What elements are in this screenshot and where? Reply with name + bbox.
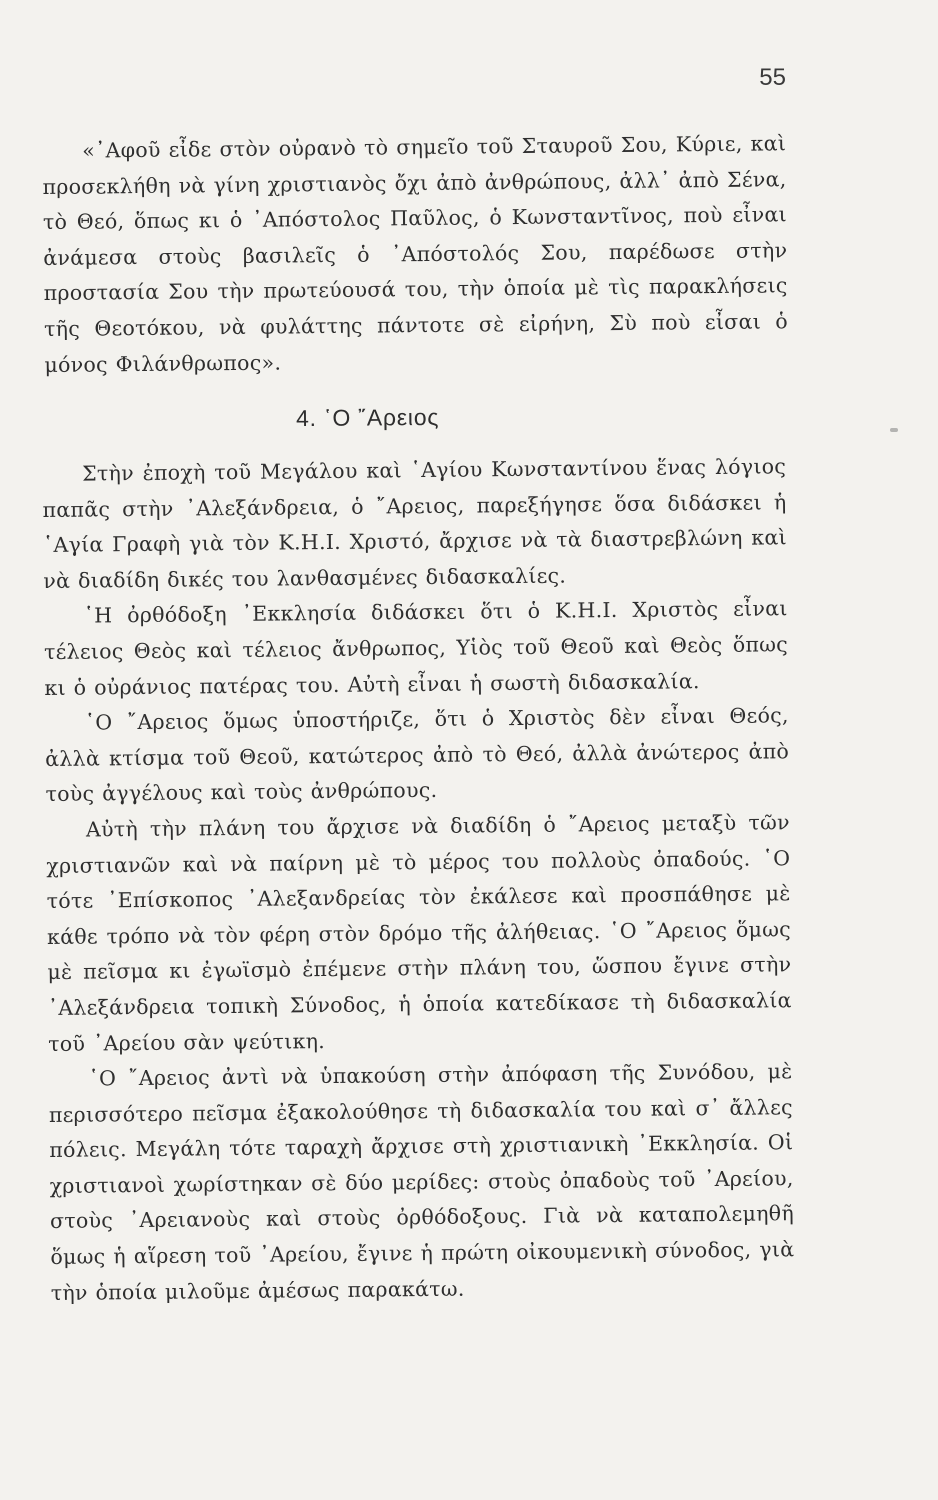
paragraph: Αὐτὴ τὴν πλάνη του ἄρχισε νὰ διαδίδη ὁ ῎Αρειος μεταξὺ τῶν χριστιανῶν καὶ νὰ παίρνη μὲ τὸ μέρος του πολλοὺς ὀπαδούς. ῾Ο τότε ᾽Επίσκοπος ᾽Αλεξανδρείας τὸν ἐκάλεσε καὶ προσπάθησε μὲ κάθε τρόπο νὰ τὸν φέρη στὸν δρόμο τῆς ἀλήθειας. ῾Ο ῎Αρειος ὅμως μὲ πεῖσμα κι ἐγωϊσμὸ ἐπέμενε στὴν πλάνη του, ὥσπου ἔγινε στὴν ᾽Αλεξάνδρεια τοπικὴ Σύνοδος, ἡ ὁποία κατεδίκασε τὴ διδασκαλία τοῦ ᾽Αρείου σὰν ψεύτικη. [46, 810, 792, 1056]
main-text-block [42, 449, 795, 1311]
paragraph: ῾Η ὀρθόδοξη ᾽Εκκλησία διδάσκει ὅτι ὁ Κ.Η.Ι. Χριστὸς εἶναι τέλειος Θεὸς καὶ τέλειος ἄνθρωπος, Υἱὸς τοῦ Θεοῦ καὶ Θεὸς ὅπως κι ὁ οὐράνιος πατέρας του. Αὐτὴ εἶναι ἡ σωστὴ διδασκαλία. [43, 596, 789, 700]
paragraph: ῾Ο ῎Αρειος ὅμως ὑποστήριζε, ὅτι ὁ Χριστὸς δὲν εἶναι Θεός, ἀλλὰ κτίσμα τοῦ Θεοῦ, κατώτερος ἀπὸ τὸ Θεό, ἀλλὰ ἀνώτερος ἀπὸ τοὺς ἀγγέλους καὶ τοὺς ἀνθρώπους. [45, 703, 790, 807]
section-heading: 4. ῾Ο ῎Αρειος [295, 403, 440, 432]
page-number: 55 [759, 64, 786, 91]
paragraph: Στὴν ἐποχὴ τοῦ Μεγάλου καὶ ῾Αγίου Κωνσταντίνου ἕνας λόγιος παπᾶς στὴν ᾽Αλεξάνδρεια, ὁ ῎Αρειος, παρεξήγησε ὅσα διδάσκει ἡ ῾Αγία Γραφὴ γιὰ τὸν Κ.Η.Ι. Χριστό, ἄρχισε νὰ τὰ διαστρεβλώνη καὶ νὰ διαδίδη δικές του λανθασμένες διδασκαλίες. [42, 454, 788, 593]
quote-paragraph: «᾽Αφοῦ εἶδε στὸν οὐρανὸ τὸ σημεῖο τοῦ Σταυροῦ Σου, Κύριε, καὶ προσεκλήθη νὰ γίνη χριστιανὸς ὄχι ἀπὸ ἀνθρώπους, ἀλλ᾽ ἀπὸ Σένα, τὸ Θεό, ὅπως κι ὁ ᾽Απόστολος Παῦλος, ὁ Κωνσταντῖνος, ποὺ εἶναι ἀνάμεσα στοὺς βασιλεῖς ὁ ᾽Απόστολός Σου, παρέδωσε στὴν προστασία Σου τὴν πρωτεύουσά του, τὴν ὁποία μὲ τὶς παρακλήσεις τῆς Θεοτόκου, νὰ φυλάττης πάντοτε σὲ εἰρήνη, Σὺ ποὺ εἶσαι ὁ μόνος Φιλάνθρωπος». [42, 131, 789, 377]
print-mark [890, 428, 898, 432]
paragraph: ῾Ο ῎Αρειος ἀντὶ νὰ ὑπακούση στὴν ἀπόφαση τῆς Συνόδου, μὲ περισσότερο πεῖσμα ἐξακολούθησε τὴ διδασκαλία του καὶ σ᾽ ἄλλες πόλεις. Μεγάλη τότε ταραχὴ ἄρχισε στὴ χριστιανικὴ ᾽Εκκλησία. Οἱ χριστιανοὶ χωρίστηκαν σὲ δύο μερίδες: στοὺς ὀπαδοὺς τοῦ ᾽Αρείου, στοὺς ᾽Αρειανοὺς καὶ στοὺς ὀρθόδοξους. Γιὰ νὰ καταπολεμηθῆ ὅμως ἡ αἵρεση τοῦ ᾽Αρείου, ἔγινε ἡ πρώτη οἰκουμενικὴ σύνοδος, γιὰ τὴν ὁποία μιλοῦμε ἀμέσως παρακάτω. [48, 1059, 795, 1305]
quote-text-block [42, 126, 789, 383]
